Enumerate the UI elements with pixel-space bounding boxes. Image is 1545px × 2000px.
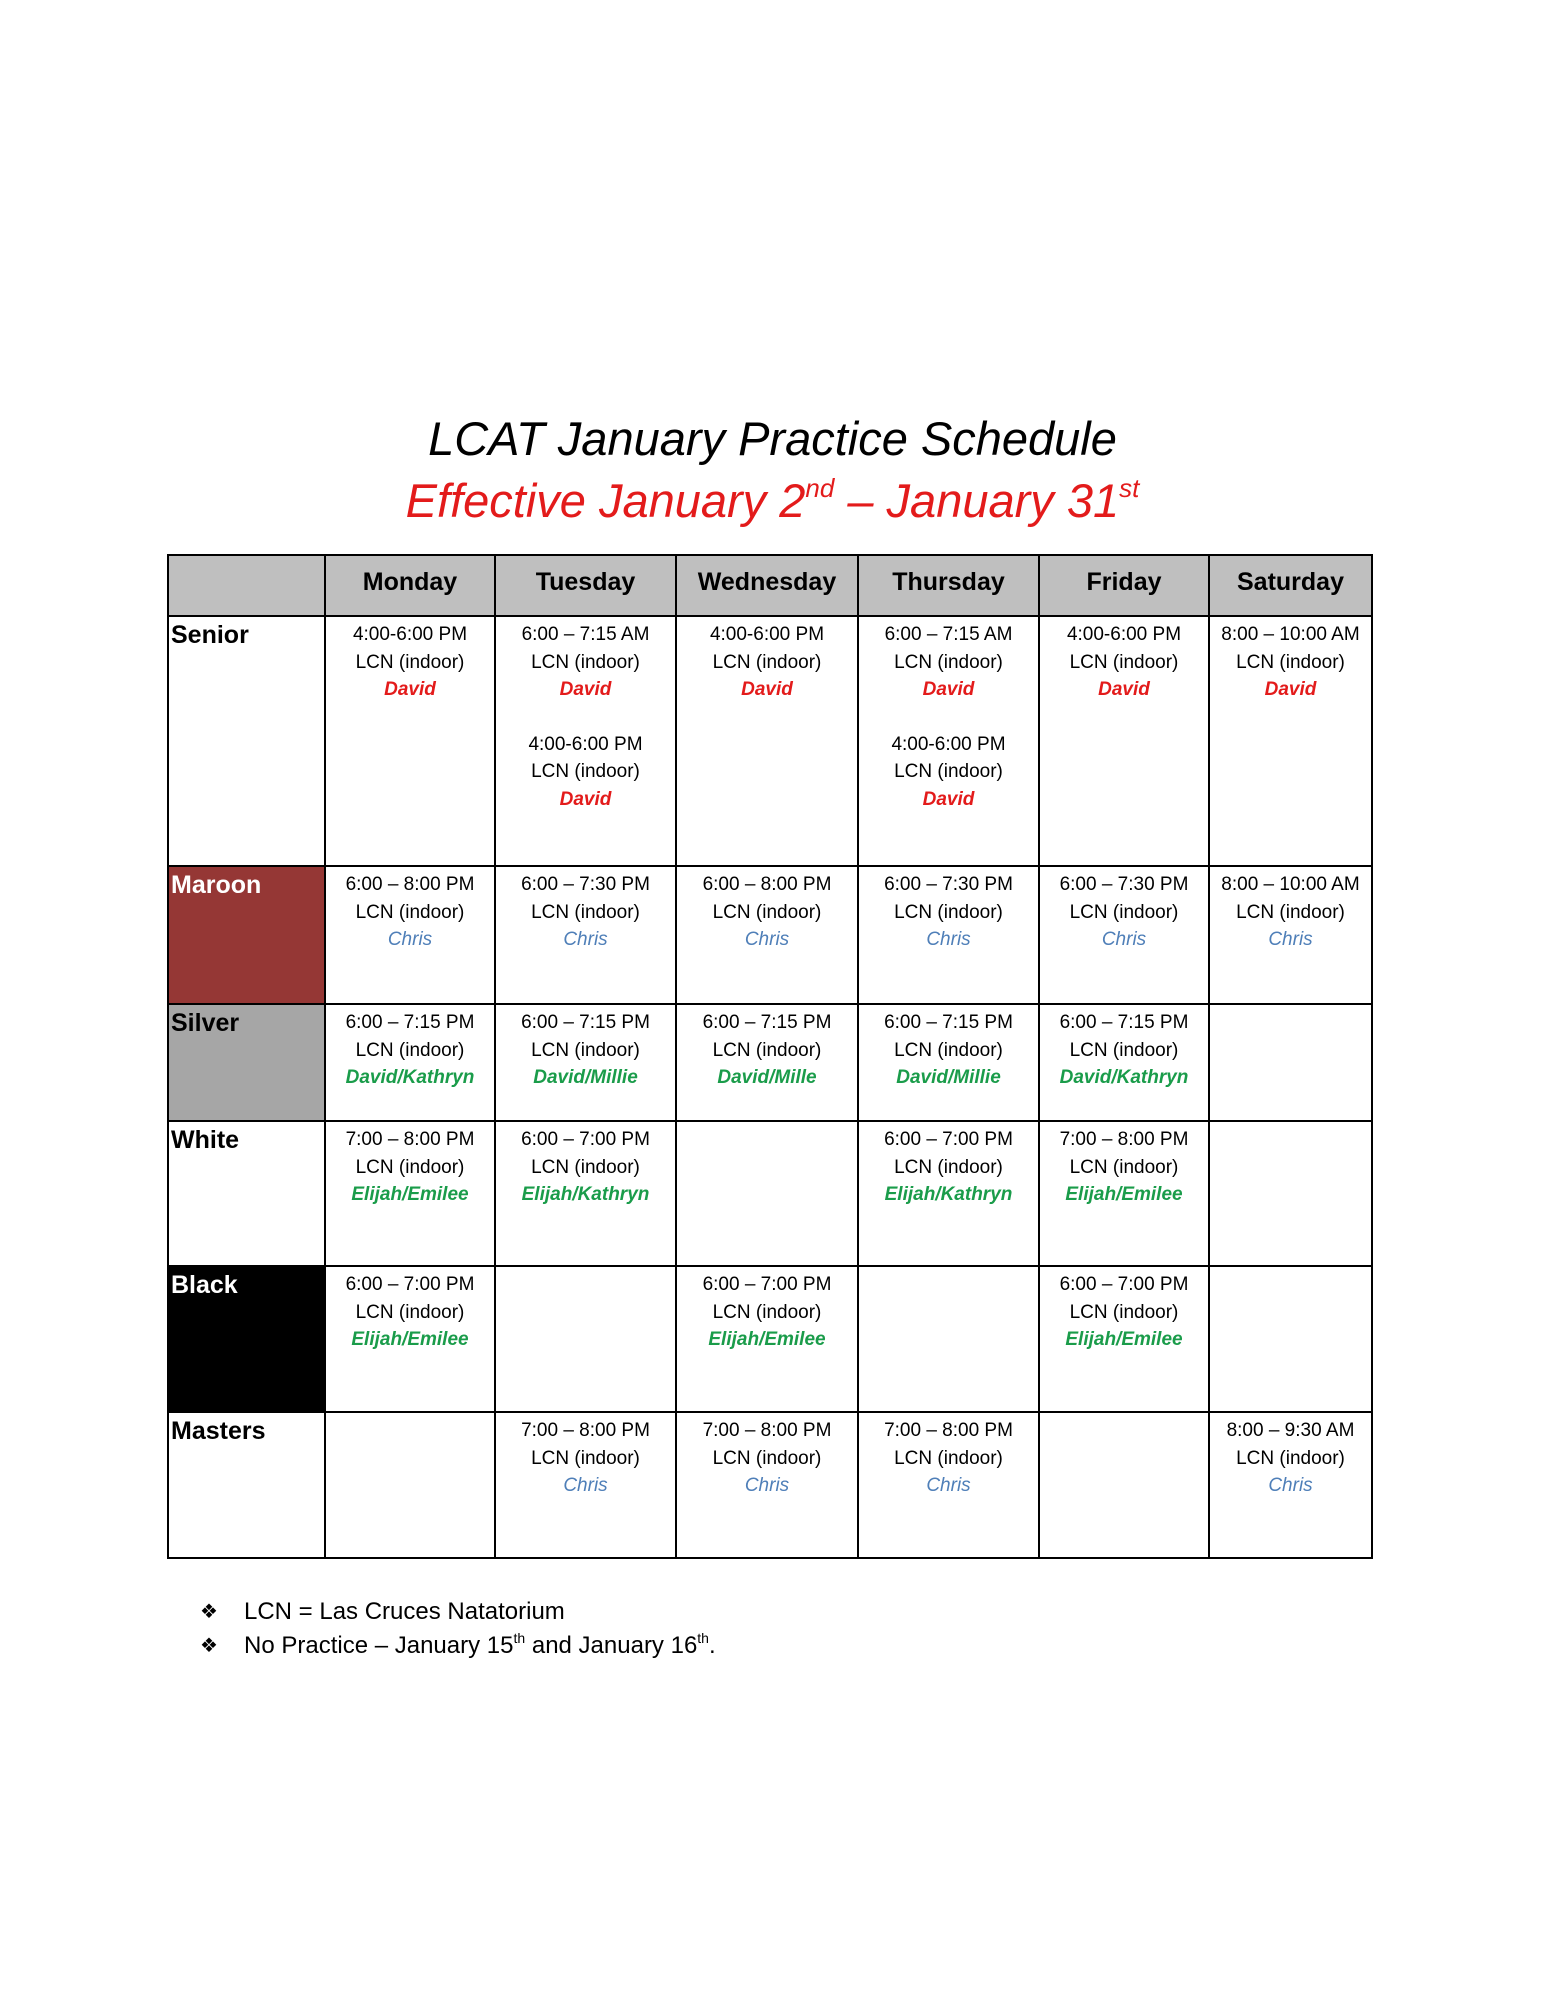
row-white <box>168 1121 1372 1266</box>
session-coach: Chris <box>1268 1475 1313 1496</box>
session-coach: David/Millie <box>533 1067 638 1088</box>
schedule-cell <box>1209 1004 1372 1121</box>
schedule-cell <box>495 1266 676 1412</box>
session-location: LCN (indoor) <box>355 1301 465 1323</box>
practice-session <box>677 871 857 954</box>
practice-session <box>677 1009 857 1092</box>
session-time: 6:00 – 7:30 PM <box>521 874 650 895</box>
session-time: 8:00 – 10:00 AM <box>1221 874 1360 895</box>
session-time: 7:00 – 8:00 PM <box>1059 1129 1189 1150</box>
subtitle-middle: – January 31 <box>834 474 1120 527</box>
session-location: LCN (indoor) <box>1069 1301 1179 1323</box>
practice-session <box>496 1126 675 1209</box>
session-time: 4:00-6:00 PM <box>528 733 643 755</box>
day-header-saturday: Saturday <box>1209 555 1372 616</box>
practice-session <box>1040 1009 1208 1092</box>
session-coach: Elijah/Emilee <box>351 1184 469 1205</box>
note2-prefix: No Practice – January 15 <box>244 1632 514 1659</box>
schedule-cell <box>495 866 676 1004</box>
header-row <box>168 555 1372 616</box>
session-time: 6:00 – 7:15 PM <box>345 1012 475 1033</box>
session-location: LCN (indoor) <box>712 1447 822 1469</box>
session-time: 6:00 – 7:15 PM <box>884 1012 1013 1033</box>
session-location: LCN (indoor) <box>712 901 822 923</box>
session-time: 8:00 – 10:00 AM <box>1221 624 1360 645</box>
session-time: 6:00 – 7:00 PM <box>884 1129 1013 1150</box>
schedule-cell <box>858 1121 1039 1266</box>
session-time: 7:00 – 8:00 PM <box>521 1420 650 1441</box>
row-maroon <box>168 866 1372 1004</box>
schedule-cell <box>858 866 1039 1004</box>
practice-session <box>1040 1126 1208 1209</box>
practice-session <box>1040 871 1208 954</box>
session-location: LCN (indoor) <box>894 1039 1003 1061</box>
session-time: 6:00 – 8:00 PM <box>345 874 475 895</box>
session-location: LCN (indoor) <box>531 1039 640 1061</box>
session-time: 6:00 – 7:15 PM <box>521 1012 650 1033</box>
session-location: LCN (indoor) <box>531 901 640 923</box>
session-coach: Chris <box>744 929 790 950</box>
schedule-cell <box>1039 1266 1209 1412</box>
session-location: LCN (indoor) <box>894 901 1003 923</box>
practice-session <box>859 1009 1038 1092</box>
session-time: 6:00 – 7:15 AM <box>521 624 650 645</box>
schedule-cell <box>1209 1266 1372 1412</box>
session-coach: David <box>741 679 793 700</box>
practice-session <box>326 1126 494 1209</box>
level-label-white: White <box>168 1121 325 1266</box>
session-time: 8:00 – 9:30 AM <box>1226 1420 1355 1441</box>
schedule-cell <box>1039 1412 1209 1558</box>
header-corner-cell <box>168 555 325 616</box>
session-time: 4:00-6:00 PM <box>709 624 825 645</box>
session-coach: David <box>922 788 975 810</box>
session-location: LCN (indoor) <box>531 651 640 673</box>
schedule-cell <box>1209 866 1372 1004</box>
session-coach: Chris <box>563 929 608 950</box>
schedule-cell <box>1209 1412 1372 1558</box>
session-location: LCN (indoor) <box>355 1039 465 1061</box>
practice-session <box>677 621 857 704</box>
schedule-cell <box>1039 616 1209 866</box>
page-title: LCAT January Practice Schedule <box>428 412 1117 465</box>
session-location: LCN (indoor) <box>531 761 640 782</box>
session-time: 7:00 – 8:00 PM <box>702 1420 832 1441</box>
session-coach: David <box>922 679 975 700</box>
practice-session <box>326 1009 494 1092</box>
session-location: LCN (indoor) <box>712 1301 822 1323</box>
note2-middle: and January 16 <box>525 1632 698 1659</box>
session-time: 4:00-6:00 PM <box>352 624 468 645</box>
session-location: LCN (indoor) <box>894 1156 1003 1178</box>
practice-session <box>1040 621 1208 704</box>
practice-session <box>1040 1271 1208 1354</box>
session-coach: Elijah/Kathryn <box>521 1184 650 1205</box>
practice-session <box>496 621 675 704</box>
schedule-cell <box>325 1004 495 1121</box>
session-location: LCN (indoor) <box>1236 651 1345 673</box>
session-coach: Chris <box>744 1475 790 1496</box>
session-location: LCN (indoor) <box>894 761 1003 782</box>
session-coach: David <box>1098 679 1150 700</box>
session-coach: Chris <box>926 1475 971 1496</box>
diamond-bullet-icon: ❖ <box>200 1601 218 1623</box>
day-header-friday: Friday <box>1039 555 1209 616</box>
session-time: 7:00 – 8:00 PM <box>345 1129 475 1150</box>
schedule-cell <box>1039 1004 1209 1121</box>
session-coach: Chris <box>926 929 971 950</box>
practice-session <box>1210 621 1371 704</box>
practice-session <box>859 731 1038 814</box>
practice-session <box>496 731 675 814</box>
session-location: LCN (indoor) <box>894 1447 1003 1469</box>
practice-session <box>496 871 675 954</box>
schedule-table <box>167 554 1373 1559</box>
session-location: LCN (indoor) <box>712 1039 822 1061</box>
session-time: 6:00 – 7:30 PM <box>884 874 1013 895</box>
level-label-senior: Senior <box>168 616 325 866</box>
session-time: 6:00 – 7:00 PM <box>702 1274 832 1295</box>
notes-list <box>200 1595 716 1663</box>
schedule-cell <box>676 866 858 1004</box>
level-label-masters: Masters <box>168 1412 325 1558</box>
row-masters <box>168 1412 1372 1558</box>
schedule-cell <box>676 1412 858 1558</box>
session-coach: David <box>384 679 436 700</box>
session-time: 6:00 – 7:15 AM <box>884 624 1013 645</box>
subtitle-sup-2: st <box>1119 473 1140 503</box>
practice-session <box>496 1009 675 1092</box>
session-coach: David <box>559 788 612 810</box>
schedule-cell <box>1039 866 1209 1004</box>
session-location: LCN (indoor) <box>894 651 1003 673</box>
session-location: LCN (indoor) <box>355 901 465 923</box>
schedule-cell <box>495 1004 676 1121</box>
session-time: 4:00-6:00 PM <box>1066 624 1182 645</box>
row-senior <box>168 616 1372 866</box>
practice-session <box>677 1271 857 1354</box>
diamond-bullet-icon: ❖ <box>200 1635 218 1657</box>
note2-sup-1: th <box>513 1630 526 1646</box>
session-coach: Elijah/Emilee <box>1065 1184 1183 1205</box>
session-time: 6:00 – 7:00 PM <box>521 1129 650 1150</box>
schedule-cell <box>495 1412 676 1558</box>
session-coach: Elijah/Emilee <box>1065 1329 1183 1350</box>
day-header-thursday: Thursday <box>858 555 1039 616</box>
schedule-cell <box>495 1121 676 1266</box>
note2-suffix: . <box>708 1632 716 1659</box>
session-time: 6:00 – 7:00 PM <box>1059 1274 1189 1295</box>
day-header-tuesday: Tuesday <box>495 555 676 616</box>
schedule-cell <box>858 1004 1039 1121</box>
practice-session <box>326 1271 494 1354</box>
practice-session <box>326 621 494 704</box>
note-text: LCN = Las Cruces Natatorium <box>244 1598 565 1625</box>
practice-session <box>1210 1417 1371 1500</box>
schedule-cell <box>676 616 858 866</box>
schedule-cell <box>858 1266 1039 1412</box>
subtitle-sup-1: nd <box>805 473 835 503</box>
page-subtitle <box>0 470 1545 532</box>
session-coach: David <box>1264 679 1317 700</box>
session-location: LCN (indoor) <box>1236 1447 1345 1469</box>
schedule-cell <box>325 1412 495 1558</box>
practice-session <box>859 1126 1038 1209</box>
practice-session <box>1210 871 1371 954</box>
session-time: 6:00 – 7:15 PM <box>702 1012 832 1033</box>
level-label-silver: Silver <box>168 1004 325 1121</box>
schedule-cell <box>325 866 495 1004</box>
session-coach: Elijah/Emilee <box>708 1329 826 1350</box>
session-time: 6:00 – 7:00 PM <box>345 1274 475 1295</box>
session-location: LCN (indoor) <box>1236 901 1345 923</box>
schedule-cell <box>1039 1121 1209 1266</box>
session-time: 6:00 – 8:00 PM <box>702 874 832 895</box>
title-block <box>0 408 1545 532</box>
practice-session <box>859 621 1038 704</box>
day-header-wednesday: Wednesday <box>676 555 858 616</box>
row-black <box>168 1266 1372 1412</box>
session-time: 4:00-6:00 PM <box>891 733 1006 755</box>
session-location: LCN (indoor) <box>1069 651 1179 673</box>
practice-session <box>859 1417 1038 1500</box>
session-coach: Elijah/Kathryn <box>884 1184 1013 1205</box>
schedule-cell <box>858 616 1039 866</box>
session-location: LCN (indoor) <box>355 1156 465 1178</box>
session-coach: Chris <box>1101 929 1147 950</box>
note-text <box>244 1629 716 1663</box>
schedule-body <box>168 616 1372 1558</box>
session-time: 6:00 – 7:30 PM <box>1059 874 1189 895</box>
session-location: LCN (indoor) <box>531 1447 640 1469</box>
schedule-cell <box>1209 1121 1372 1266</box>
schedule-cell <box>325 1266 495 1412</box>
session-location: LCN (indoor) <box>355 651 465 673</box>
schedule-cell <box>676 1004 858 1121</box>
subtitle-prefix: Effective January 2 <box>405 474 806 527</box>
practice-session <box>496 1417 675 1500</box>
session-time: 7:00 – 8:00 PM <box>884 1420 1013 1441</box>
session-location: LCN (indoor) <box>1069 901 1179 923</box>
session-coach: David/Kathryn <box>1059 1067 1189 1088</box>
schedule-cell <box>325 1121 495 1266</box>
practice-session <box>326 871 494 954</box>
level-label-maroon: Maroon <box>168 866 325 1004</box>
session-coach: Chris <box>1268 929 1313 950</box>
row-silver <box>168 1004 1372 1121</box>
session-coach: Chris <box>563 1475 608 1496</box>
session-coach: Elijah/Emilee <box>351 1329 469 1350</box>
session-location: LCN (indoor) <box>1069 1156 1179 1178</box>
schedule-cell <box>1209 616 1372 866</box>
level-label-black: Black <box>168 1266 325 1412</box>
day-header-monday: Monday <box>325 555 495 616</box>
session-location: LCN (indoor) <box>1069 1039 1179 1061</box>
practice-session <box>677 1417 857 1500</box>
session-coach: David/Mille <box>717 1067 817 1088</box>
schedule-cell <box>676 1121 858 1266</box>
practice-session <box>859 871 1038 954</box>
schedule-cell <box>495 616 676 866</box>
session-time: 6:00 – 7:15 PM <box>1059 1012 1189 1033</box>
session-coach: David/Kathryn <box>345 1067 475 1088</box>
schedule-cell <box>858 1412 1039 1558</box>
note-item <box>200 1595 716 1629</box>
schedule-cell <box>676 1266 858 1412</box>
note-item <box>200 1629 716 1663</box>
session-coach: David <box>559 679 612 700</box>
session-coach: David/Millie <box>896 1067 1001 1088</box>
note2-sup-2: th <box>697 1630 709 1646</box>
schedule-cell <box>325 616 495 866</box>
session-coach: Chris <box>387 929 433 950</box>
session-location: LCN (indoor) <box>712 651 822 673</box>
session-location: LCN (indoor) <box>531 1156 640 1178</box>
